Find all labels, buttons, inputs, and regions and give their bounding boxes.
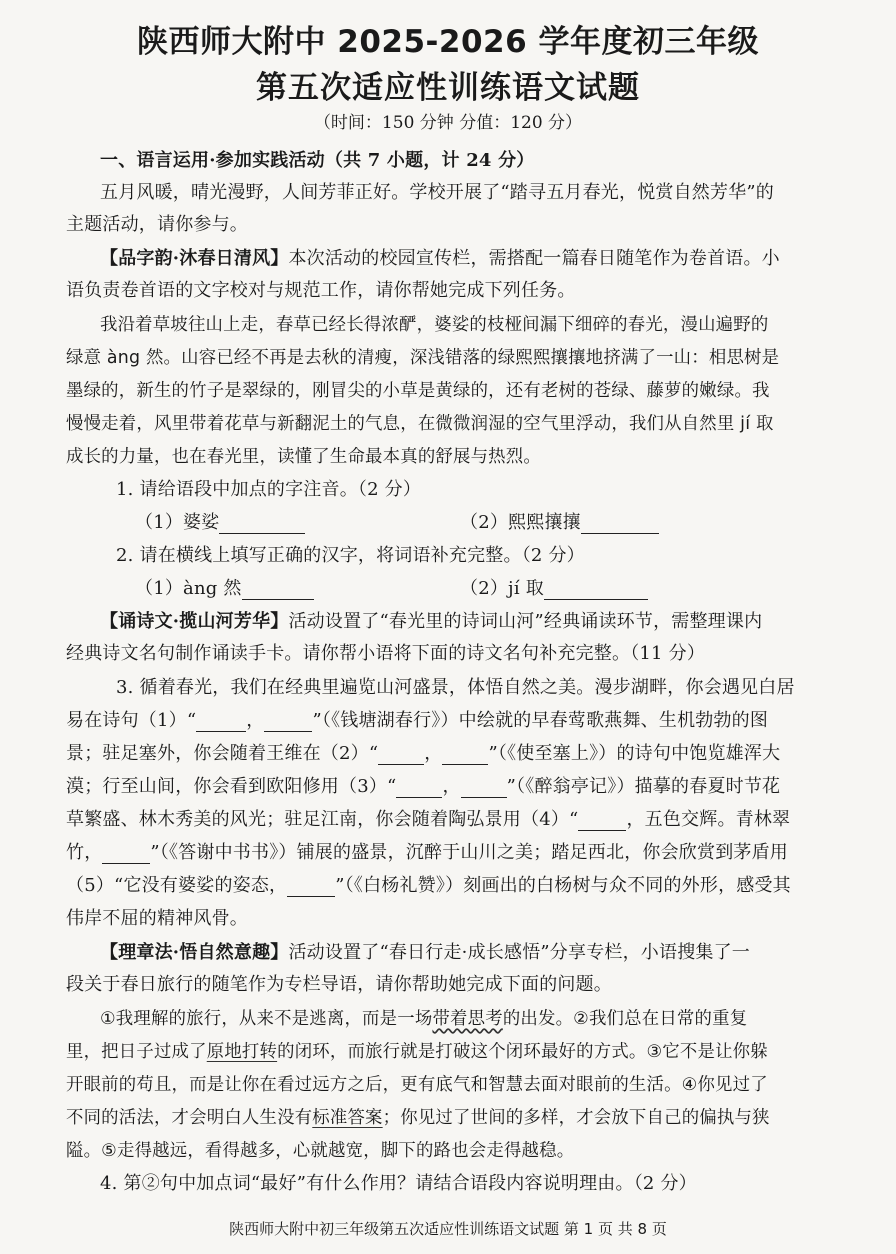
essay-text: 里，把日子过成了 [66, 1042, 207, 1062]
essay-text: 的闭环，而旅行就是打破这个闭环最好的方式。③它不是让你躲 [277, 1042, 768, 1062]
part3-text: 活动设置了“春日行走·成长感悟”分享专栏，小语搜集了一 [288, 942, 750, 963]
passage-line: 墨绿的，新生的竹子是翠绿的，刚冒尖的小草是黄绿的，还有老树的苍绿、藤萝的嫩绿。我 [66, 381, 770, 401]
essay-line [66, 1037, 768, 1062]
essay-text: ；你见过了世间的多样，才会放下自己的偏执与狭 [382, 1108, 770, 1128]
underlined-phrase: 带着思考 [432, 1009, 503, 1029]
question-3-line [66, 706, 768, 732]
answer-blank[interactable] [581, 515, 659, 534]
q3-text: （5）“它没有婆娑的姿态， [66, 875, 288, 896]
essay-line [100, 1004, 747, 1029]
passage-line: 我沿着草坡往山上走，春草已经长得浓酽，婆娑的枝桠间漏下细碎的春光，漫山遍野的 [100, 315, 769, 335]
part2-text: 经典诗文名句制作诵读手卡。请你帮小语将下面的诗文名句补充完整。（11 分） [66, 643, 706, 664]
part3-intro [100, 938, 750, 964]
question-3-line [66, 772, 780, 798]
exam-title-line2: 第五次适应性训练语文试题 [256, 70, 640, 106]
answer-blank[interactable] [219, 515, 305, 534]
q1-item-a [135, 508, 305, 534]
q2-item-b-label: （2）jí 取 [460, 578, 544, 599]
part3-tag: 【理章法·悟自然意趣】 [100, 942, 289, 963]
essay-line: 隘。⑤走得越远，看得越多，心就越宽，脚下的路也会走得越稳。 [66, 1141, 575, 1161]
q3-text: 易在诗句（1）“ [66, 710, 197, 731]
part1-text: 语负责卷首语的文字校对与规范工作，请你帮她完成下列任务。 [66, 280, 576, 301]
answer-blank[interactable] [287, 878, 335, 897]
essay-text: 的出发。②我们总在日常的重复 [502, 1009, 748, 1029]
q3-text: ”（《醉翁亭记》）描摹的春夏时节花 [506, 776, 781, 797]
question-3-line [66, 739, 780, 765]
q2-item-a-label: （1）àng 然 [135, 578, 242, 599]
intro-text: 主题活动，请你参与。 [66, 214, 248, 235]
question-2: 2. 请在横线上填写正确的汉字，将词语补充完整。（2 分） [116, 545, 585, 566]
passage-line: 慢慢走着，风里带着花草与新翻泥土的气息，在微微润湿的空气里浮动，我们从自然里 jí 取 [66, 414, 774, 434]
q3-text: ， [246, 710, 265, 731]
question-3-line: 伟岸不屈的精神风骨。 [66, 908, 248, 929]
q3-text: ， [424, 743, 443, 764]
underlined-phrase: 原地打转 [206, 1042, 278, 1062]
essay-line: 开眼前的苟且，而是让你在看过远方之后，更有底气和智慧去面对眼前的生活。④你见过了 [66, 1075, 768, 1095]
q1-item-b [460, 508, 659, 534]
part2-intro [100, 607, 762, 633]
essay-text: ①我理解的旅行，从来不是逃离，而是一场 [100, 1009, 433, 1029]
question-3-line [66, 838, 788, 864]
q3-text: ，五色交辉。青林翠 [626, 809, 791, 830]
exam-title-line1: 陕西师大附中 2025-2026 学年度初三年级 [136, 24, 759, 60]
question-3: 3. 循着春光，我们在经典里遍览山河盛景，体悟自然之美。漫步湖畔，你会遇见白居 [116, 677, 795, 698]
underlined-phrase: 标准答案 [312, 1108, 383, 1128]
page-footer: 陕西师大附中初三年级第五次适应性训练语文试题 第 1 页 共 8 页 [229, 1220, 667, 1238]
answer-blank[interactable] [264, 713, 312, 732]
question-4: 4. 第②句中加点词“最好”有什么作用？请结合语段内容说明理由。（2 分） [100, 1173, 697, 1194]
question-1: 1. 请给语段中加点的字注音。（2 分） [116, 479, 422, 500]
part2-text: 活动设置了“春光里的诗词山河”经典诵读环节，需整理课内 [288, 611, 763, 632]
answer-blank[interactable] [461, 779, 507, 798]
exam-meta: （时间：150 分钟 分值：120 分） [313, 113, 583, 133]
answer-blank[interactable] [578, 812, 626, 831]
q1-item-a-label: （1）婆娑 [135, 512, 220, 533]
q3-text: ”（《白杨礼赞》）刻画出的白杨树与众不同的外形，感受其 [335, 875, 791, 896]
answer-blank[interactable] [396, 779, 442, 798]
answer-blank[interactable] [378, 746, 424, 765]
essay-line [66, 1103, 770, 1128]
q3-text: ”（《钱塘湖春行》）中绘就的早春莺歌燕舞、生机勃勃的图 [312, 710, 769, 731]
question-3-line [66, 871, 791, 897]
q1-item-b-label: （2）熙熙攘攘 [460, 512, 581, 533]
q3-text: 草繁盛、林木秀美的风光；驻足江南，你会随着陶弘景用（4）“ [66, 809, 579, 830]
q3-text: ， [442, 776, 461, 797]
q3-text: ”（《答谢中书书》）铺展的盛景，沉醉于山川之美；踏足西北，你会欣赏到茅盾用 [150, 842, 789, 863]
q2-item-b [460, 574, 648, 600]
essay-text: 不同的活法，才会明白人生没有 [66, 1108, 313, 1128]
part3-text: 段关于春日旅行的随笔作为专栏导语，请你帮助她完成下面的问题。 [66, 974, 612, 995]
section-heading: 一、语言运用·参加实践活动（共 7 小题，计 24 分） [100, 150, 535, 171]
answer-blank[interactable] [544, 581, 648, 600]
part1-intro [100, 244, 780, 270]
part1-text: 本次活动的校园宣传栏，需搭配一篇春日随笔作为卷首语。小 [288, 248, 780, 269]
q3-text: 景；驻足塞外，你会随着王维在（2）“ [66, 743, 379, 764]
q3-text: 漠；行至山间，你会看到欧阳修用（3）“ [66, 776, 397, 797]
part1-tag: 【品字韵·沐春日清风】 [100, 248, 289, 269]
q2-item-a [135, 574, 314, 600]
q3-text: ”（《使至塞上》）的诗句中饱览雄浑大 [488, 743, 781, 764]
answer-blank[interactable] [242, 581, 314, 600]
passage-line: 成长的力量，也在春光里，读懂了生命最本真的舒展与热烈。 [66, 447, 541, 467]
passage-line: 绿意 àng 然。山容已经不再是去秋的清瘦，深浅错落的绿熙熙攘攘地挤满了一山：相思树是 [66, 348, 780, 368]
question-3-line [66, 805, 790, 831]
answer-blank[interactable] [102, 845, 150, 864]
answer-blank[interactable] [442, 746, 488, 765]
intro-text: 五月风暖，晴光漫野，人间芳菲正好。学校开展了“踏寻五月春光，悦赏自然芳华”的 [100, 182, 775, 203]
part2-tag: 【诵诗文·揽山河芳华】 [100, 611, 289, 632]
q3-text: 竹， [66, 842, 103, 863]
answer-blank[interactable] [196, 713, 246, 732]
